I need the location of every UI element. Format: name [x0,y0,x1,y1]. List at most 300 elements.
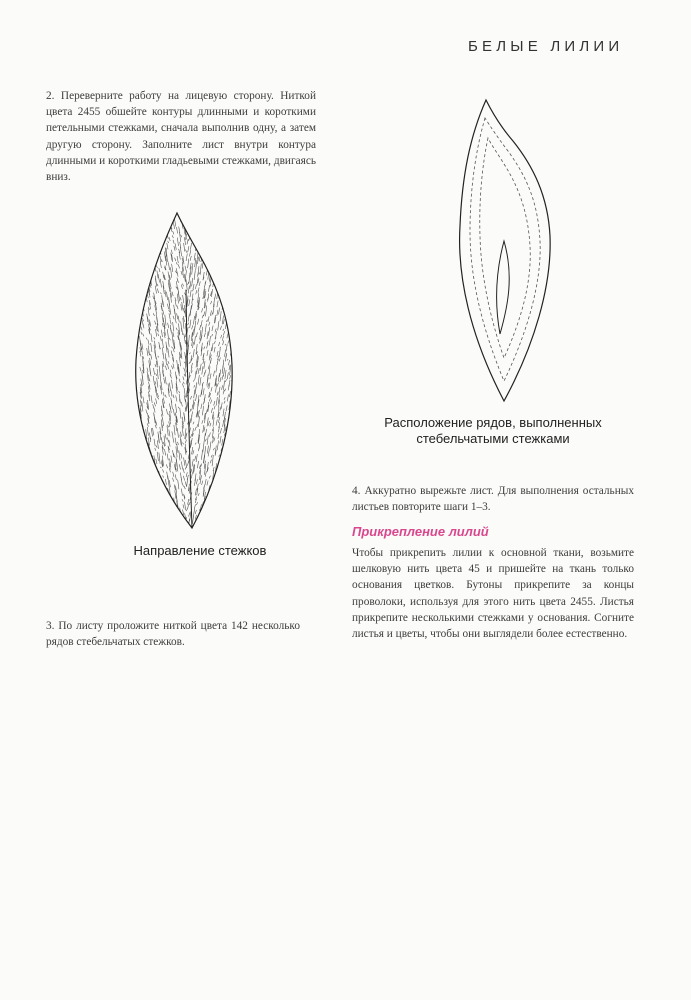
hatch-stroke [225,379,226,382]
hatch-stroke [160,256,161,262]
hatch-stroke [134,367,135,370]
hatch-stroke [183,382,184,384]
hatch-stroke [175,474,176,480]
hatch-stroke [152,525,153,533]
hatch-stroke [210,492,211,500]
hatch-stroke [141,240,142,246]
hatch-stroke [189,300,190,306]
hatch-stroke [218,274,219,276]
hatch-stroke [206,306,207,317]
hatch-stroke [154,439,155,446]
hatch-stroke [224,477,225,481]
hatch-stroke [216,219,217,226]
hatch-stroke [141,229,142,231]
hatch-stroke [177,442,178,445]
hatch-stroke [134,477,135,487]
hatch-stroke [226,241,227,248]
hatch-stroke [192,516,193,524]
hatch-stroke [134,389,135,393]
hatch-stroke [155,478,156,486]
hatch-stroke [216,397,217,406]
hatch-stroke [204,372,205,377]
hatch-stroke [134,436,135,446]
hatch-stroke [194,529,195,535]
hatch-stroke [172,366,173,370]
hatch-stroke [200,377,201,385]
hatch-stroke [134,267,135,274]
hatch-stroke [150,521,151,526]
hatch-stroke [141,478,142,484]
hatch-stroke [223,409,224,417]
hatch-stroke [183,476,184,481]
hatch-stroke [180,232,181,242]
step-2-text: 2. Переверните работу на лицевую сторону. Ниткой цвета 2455 обшейте контуры длинными и короткими петельными стежками, сначала выполнив одну, а затем другую сторону. Заполните лист внутри контура длинными и короткими гладьевыми стежками, двигаясь вниз. [46,90,316,184]
hatch-stroke [211,455,212,458]
hatch-stroke [167,222,168,233]
hatch-stroke [142,343,143,349]
hatch-stroke [223,222,224,227]
hatch-stroke [155,522,156,527]
hatch-stroke [219,357,220,361]
hatch-stroke [218,488,219,494]
hatch-stroke [221,229,222,235]
hatch-stroke [141,498,142,503]
hatch-stroke [179,464,180,469]
hatch-stroke [228,384,229,391]
hatch-stroke [173,409,174,416]
hatch-stroke [151,232,152,238]
hatch-stroke [168,361,169,364]
stitch-row-inner [480,138,530,358]
hatch-stroke [174,484,175,490]
hatch-stroke [180,247,181,256]
hatch-stroke [196,523,197,527]
hatch-stroke [134,279,135,286]
hatch-stroke [229,462,230,466]
hatch-stroke [224,273,225,284]
hatch-stroke [163,361,164,367]
hatch-stroke [203,242,204,248]
hatch-stroke [223,420,224,427]
hatch-stroke [169,440,170,447]
hatch-stroke [178,291,179,302]
hatch-stroke [134,228,135,232]
hatch-stroke [173,231,174,234]
hatch-stroke [169,512,170,516]
hatch-stroke [167,500,168,509]
hatch-stroke [212,499,213,507]
hatch-stroke [188,315,189,322]
hatch-stroke [169,522,170,526]
hatch-stroke [216,261,217,265]
hatch-stroke [143,489,144,494]
hatch-stroke [200,264,201,275]
hatch-stroke [211,243,212,250]
hatch-stroke [188,323,189,325]
hatch-stroke [190,281,191,289]
hatch-stroke [134,373,135,379]
leaf-stitch-direction-illustration [130,210,240,535]
hatch-stroke [143,275,144,280]
hatch-stroke [220,436,221,443]
hatch-stroke [167,454,168,461]
hatch-stroke [175,462,176,472]
hatch-stroke [169,237,170,241]
hatch-stroke [208,383,209,387]
hatch-stroke [229,457,230,460]
hatch-stroke [143,397,144,404]
hatch-stroke [177,238,178,246]
hatch-stroke [219,342,220,346]
hatch-stroke [141,495,142,506]
hatch-stroke [195,510,196,514]
hatch-stroke [188,259,189,269]
hatch-stroke [217,247,218,250]
caption-rows-arrangement: Расположение рядов, выполненных стебельчатыми стежками [384,415,602,446]
hatch-stroke [146,246,147,253]
hatch-stroke [142,449,143,454]
hatch-stroke [230,222,231,231]
hatch-stroke [231,294,232,300]
hatch-stroke [211,521,212,524]
hatch-stroke [134,245,135,251]
hatch-stroke [202,406,203,416]
hatch-stroke [182,284,183,287]
hatch-stroke [216,473,217,482]
hatch-stroke [156,446,157,448]
hatch-stroke [225,473,226,481]
hatch-stroke [134,316,135,321]
hatch-stroke [162,501,163,509]
hatch-stroke [134,510,135,518]
hatch-stroke [207,435,208,444]
hatch-stroke [156,229,157,237]
hatch-stroke [232,274,233,284]
hatch-stroke [134,327,135,336]
hatch-stroke [158,334,159,337]
hatch-stroke [213,417,214,426]
hatch-stroke [226,289,227,298]
section-title-attaching-lilies: Прикрепление лилий [352,524,489,539]
hatch-stroke [134,438,135,448]
hatch-stroke [175,318,176,323]
hatch-stroke [184,374,185,377]
hatch-stroke [231,327,232,335]
hatch-stroke [141,347,142,355]
hatch-stroke [163,496,164,501]
hatch-stroke [162,491,163,493]
hatch-stroke [153,247,154,249]
hatch-stroke [215,268,216,273]
hatch-stroke [134,526,135,528]
hatch-stroke [149,486,150,496]
hatch-stroke [165,434,166,440]
hatch-stroke [151,343,152,352]
hatch-stroke [134,329,135,334]
hatch-stroke [150,320,151,327]
hatch-stroke [181,461,182,469]
hatch-stroke [134,413,135,417]
hatch-stroke [134,234,135,238]
hatch-stroke [154,221,155,228]
hatch-stroke [214,347,215,352]
hatch-stroke [172,347,173,349]
hatch-stroke [140,285,141,294]
hatch-stroke [164,504,165,510]
hatch-stroke [222,504,223,512]
hatch-stroke [141,252,142,257]
hatch-stroke [163,469,164,472]
hatch-stroke [209,522,210,525]
hatch-stroke [175,271,176,273]
hatch-stroke [158,397,159,399]
hatch-stroke [161,241,162,244]
hatch-stroke [230,318,231,328]
hatch-stroke [139,426,140,432]
hatch-stroke [173,240,174,244]
hatch-stroke [221,335,222,339]
hatch-stroke [204,427,205,432]
hatch-stroke [167,506,168,513]
hatch-stroke [208,232,209,236]
hatch-stroke [146,508,147,517]
hatch-stroke [178,480,179,490]
hatch-stroke [173,348,174,352]
hatch-stroke [201,404,202,409]
hatch-stroke [141,278,142,283]
hatch-stroke [176,328,177,331]
hatch-stroke [134,377,135,382]
hatch-stroke [209,352,210,360]
hatch-stroke [149,478,150,484]
hatch-stroke [198,375,199,384]
hatch-stroke [202,308,203,312]
hatch-stroke [213,371,214,377]
hatch-stroke [134,260,135,272]
hatch-stroke [151,428,152,437]
hatch-stroke [213,257,214,264]
hatch-stroke [217,310,218,316]
hatch-stroke [139,460,140,464]
hatch-stroke [134,501,135,504]
hatch-stroke [149,511,150,515]
hatch-stroke [142,469,143,476]
hatch-stroke [230,258,231,268]
hatch-stroke [162,218,163,227]
hatch-stroke [207,418,208,427]
hatch-stroke [143,436,144,439]
hatch-stroke [156,495,157,500]
hatch-stroke [200,231,201,238]
hatch-stroke [229,424,230,428]
hatch-stroke [218,321,219,330]
hatch-stroke [145,505,146,514]
hatch-stroke [194,504,195,509]
hatch-stroke [134,239,135,242]
hatch-stroke [229,486,230,494]
hatch-stroke [215,529,216,534]
hatch-stroke [211,264,212,271]
hatch-stroke [143,278,144,283]
hatch-stroke [146,338,147,340]
hatch-stroke [171,456,172,463]
hatch-stroke [211,246,212,249]
hatch-stroke [173,395,174,399]
hatch-stroke [141,327,142,331]
hatch-stroke [180,408,181,419]
hatch-stroke [134,257,135,268]
hatch-stroke [194,385,195,387]
hatch-stroke [211,289,212,297]
hatch-stroke [190,290,191,297]
hatch-stroke [184,486,185,489]
hatch-stroke [211,252,212,256]
hatch-stroke [214,258,215,261]
hatch-stroke [221,528,222,532]
hatch-stroke [231,505,232,510]
hatch-stroke [186,250,187,253]
hatch-stroke [204,347,205,350]
hatch-stroke [153,257,154,265]
hatch-stroke [155,364,156,367]
hatch-stroke [183,377,184,381]
hatch-stroke [182,383,183,387]
hatch-stroke [201,464,202,468]
hatch-stroke [147,457,148,465]
hatch-stroke [153,376,154,385]
hatch-stroke [202,481,203,485]
hatch-stroke [223,329,224,331]
hatch-stroke [223,340,224,345]
hatch-stroke [186,279,187,289]
hatch-stroke [229,436,230,440]
hatch-stroke [139,298,140,305]
hatch-stroke [162,227,163,234]
hatch-stroke [194,390,195,399]
hatch-stroke [214,401,215,405]
hatch-stroke [191,355,192,362]
hatch-stroke [223,331,224,336]
hatch-stroke [208,316,209,322]
hatch-stroke [169,519,170,523]
hatch-stroke [134,489,135,495]
hatch-stroke [150,528,151,532]
hatch-stroke [148,481,149,488]
hatch-stroke [205,429,206,436]
hatch-stroke [230,238,231,245]
hatch-stroke [160,233,161,244]
hatch-stroke [216,493,217,496]
hatch-stroke [208,450,209,457]
hatch-stroke [214,234,215,238]
hatch-stroke [216,419,217,425]
hatch-stroke [188,219,189,223]
hatch-stroke [146,454,147,460]
hatch-stroke [196,227,197,235]
hatch-stroke [148,489,149,498]
hatch-stroke [207,481,208,486]
hatch-stroke [202,509,203,514]
hatch-stroke [163,442,164,447]
hatch-stroke [134,503,135,512]
hatch-stroke [232,290,233,295]
hatch-stroke [134,346,135,355]
hatch-stroke [210,310,211,315]
hatch-stroke [213,517,214,519]
hatch-stroke [201,513,202,523]
hatch-stroke [227,525,228,534]
hatch-stroke [222,242,223,252]
hatch-stroke [156,329,157,337]
hatch-stroke [134,444,135,449]
hatch-stroke [134,517,135,525]
hatch-stroke [139,493,140,500]
hatch-stroke [182,529,183,534]
hatch-stroke [147,221,148,223]
hatch-stroke [160,467,161,468]
hatch-stroke [231,316,232,322]
hatch-stroke [196,394,197,401]
hatch-stroke [227,494,228,498]
hatch-stroke [210,219,211,230]
hatch-stroke [134,220,135,226]
hatch-stroke [173,472,174,477]
hatch-stroke [167,438,168,443]
hatch-stroke [199,525,200,534]
hatch-stroke [134,468,135,472]
hatch-stroke [169,421,170,427]
hatch-stroke [203,388,204,395]
hatch-stroke [215,527,216,530]
hatch-stroke [185,271,186,279]
hatch-stroke [231,413,232,420]
hatch-stroke [202,366,203,374]
hatch-stroke [205,257,206,262]
hatch-stroke [175,490,176,498]
hatch-stroke [212,230,213,235]
hatch-stroke [227,255,228,266]
hatch-stroke [223,390,224,394]
hatch-stroke [145,268,146,274]
hatch-stroke [204,230,205,235]
hatch-stroke [134,426,135,429]
hatch-stroke [186,379,187,384]
hatch-stroke [148,262,149,269]
hatch-stroke [196,479,197,484]
hatch-stroke [183,468,184,473]
hatch-stroke [147,491,148,502]
hatch-stroke [220,508,221,515]
hatch-stroke [180,432,181,437]
hatch-stroke [205,471,206,476]
hatch-stroke [226,517,227,525]
hatch-stroke [182,499,183,501]
hatch-stroke [232,415,233,418]
hatch-stroke [172,235,173,238]
hatch-stroke [165,366,166,371]
hatch-stroke [134,375,135,378]
hatch-stroke [227,480,228,488]
hatch-stroke [189,502,190,505]
hatch-stroke [208,528,209,534]
hatch-stroke [190,396,191,399]
hatch-stroke [222,336,223,341]
hatch-stroke [192,459,193,466]
hatch-stroke [134,392,135,400]
hatch-stroke [166,464,167,468]
hatch-stroke [221,269,222,271]
hatch-stroke [196,502,197,505]
